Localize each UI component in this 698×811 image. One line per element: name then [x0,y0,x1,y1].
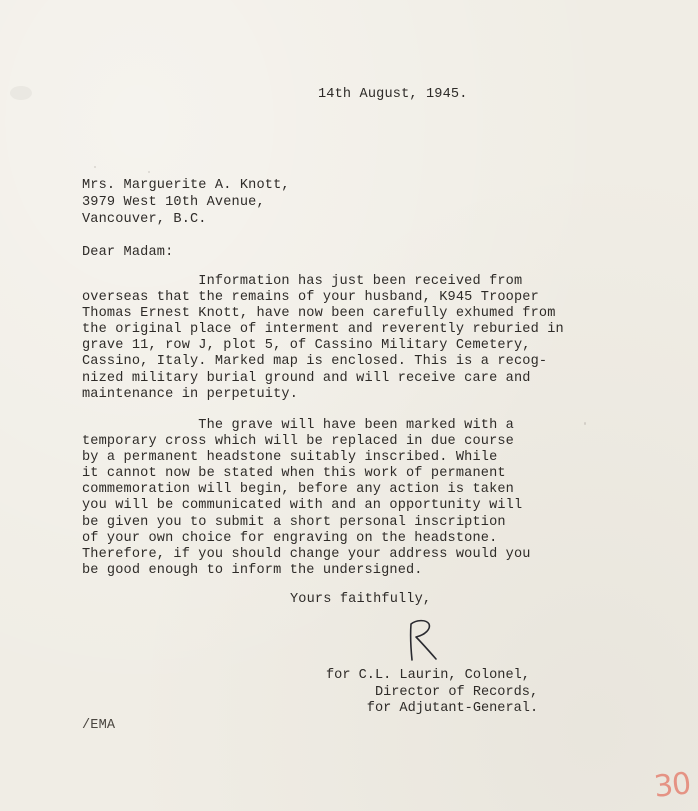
salutation: Dear Madam: [82,245,174,260]
handwritten-signature [398,616,446,666]
paragraph-line: of your own choice for engraving on the headstone. [82,530,498,546]
signature-line: for Adjutant-General. [326,701,539,716]
paper-speck [584,422,586,425]
closing: Yours faithfully, [290,592,432,607]
paragraph-line: maintenance in perpetuity. [82,386,298,402]
paragraph-line: Information has just been received from [82,274,523,289]
paragraph-line: Cassino, Italy. Marked map is enclosed. This is a recog- [82,354,548,370]
paragraph-line: be good enough to inform the undersigned. [82,562,423,578]
signature-line: Director of Records, [326,684,539,700]
paragraph-line: commemoration will begin, before any action is taken [82,482,514,498]
letter-date: 14th August, 1945. [318,87,468,102]
paragraph-line: grave 11, row J, plot 5, of Cassino Military Cemetery, [82,338,531,354]
paragraph-1 [82,274,642,403]
recipient-street: 3979 West 10th Avenue, [82,195,265,210]
recipient-city: Vancouver, B.C. [82,212,207,227]
paragraph-line: nized military burial ground and will receive care and [82,370,531,386]
paragraph-line: Thomas Ernest Knott, have now been carefully exhumed from [82,306,556,322]
paragraph-line: be given you to submit a short personal inscription [82,514,506,530]
paragraph-line: the original place of interment and reverently reburied in [82,322,564,338]
typist-initials: /EMA [82,718,116,733]
paper-speck [94,166,96,168]
paragraph-line: you will be communicated with and an opportunity will [82,498,523,514]
paper-smudge [10,86,32,100]
paragraph-line: Therefore, if you should change your address would you [82,546,531,562]
paragraph-line: overseas that the remains of your husband, K945 Trooper [82,290,539,306]
signature-block [326,668,538,718]
paragraph-line: temporary cross which will be replaced in due course [82,434,514,450]
paragraph-2 [82,418,642,579]
page-number: 30 [652,766,692,805]
paragraph-line: by a permanent headstone suitably inscribed. While [82,450,498,466]
paragraph-line: The grave will have been marked with a [82,418,514,433]
recipient-name: Mrs. Marguerite A. Knott, [82,178,290,193]
signature-line: for C.L. Laurin, Colonel, [326,668,530,683]
paper-speck [148,171,150,173]
paragraph-line: it cannot now be stated when this work of permanent [82,466,506,482]
